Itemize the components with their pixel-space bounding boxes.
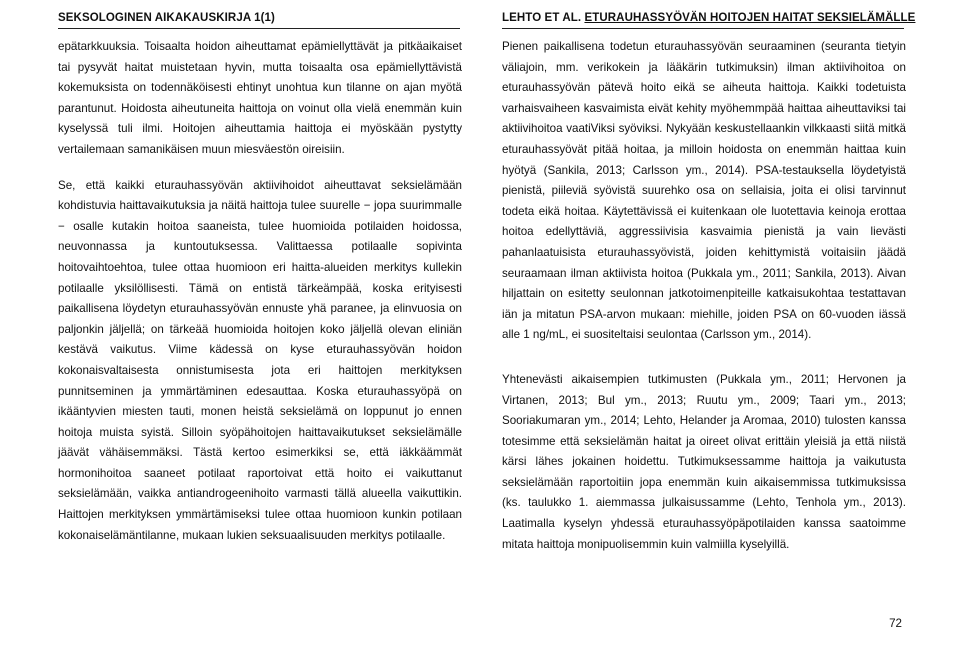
left-paragraph-2: Se, että kaikki eturauhassyövän aktiivihoidot aiheuttavat seksielämään kohdistuvia haittavaikutuksia ja näitä haittoja tulee suurelle − jopa suurimmalle − osalle kutakin hoitoa saaneista, tulee huomioida potilaiden hoidossa, neuvonnassa ja kuntoutuksessa. Valittaessa potilaalle sopivinta hoitovaihtoehtoa, tulee ottaa huomioon eri haitta-alueiden merkitys kullekin potilaalle yksilöllisesti. Tämä on entistä tärkeämpää, koska erityisesti paikallisena löydetyn eturauhassyövän ennuste yhä paranee, ja elinvuosia on paljonkin jäljellä; on tärkeää huomioida hoitojen koko jäljellä olevan eliniän kestävä vaikutus. Viime kädessä on kyse eturauhassyövän hoidon kokonaisvaltaisesta onnistumisesta jota eri haittojen merkityksen punnitseminen ja ymmärtäminen edesauttaa. Koska eturauhassyöpä on ikääntyvien miesten tauti, monen heistä seksielämä on loppunut jo ennen hoitoja muista syistä. Silloin syöpähoitojen haittavaikutukset seksielämälle jäävät vähäisemmäksi. Tästä kertoo esimerkiksi se, että iäkkäämmät hormonihoitoa saaneet potilaat raportoivat että hoito ei vaikuttanut seksielämään, vaikka antiandrogeenihoito varmasti tällä alueella vaikuttikin. Haittojen merkityksen ymmärtämiseksi tulee ottaa huomioon kunkin potilaan kokonaiselämäntilanne, mukaan lukien seksuaalisuuden merkitys potilaalle. <box>58 178 462 542</box>
right-paragraph-2: Yhtenevästi aikaisempien tutkimusten (Pukkala ym., 2011; Hervonen ja Virtanen, 2013; Bul ym., 2013; Ruutu ym., 2009; Taari ym., 2013; Sooriakumaran ym., 2014; Lehto, Helander ja Aromaa, 2010) tulosten kanssa totesimme että seksielämän haitat ja oireet olivat erittäin yleisiä ja että niistä kärsi lähes jokainen hoidettu. Tutkimuksessamme haittoja ja vaikutusta seksielämään raportoitiin jopa enemmän kuin aikaisemmissa tutkimuksissa (ks. taulukko 1. aiemmassa julkaisussamme (Lehto, Tenhola ym., 2013). Laatimalla kyselyn yhdessä eturauhassyöpäpotilaiden kanssa saatoimme mitata haittoja monipuolisemmin kuin valmiilla kyselyillä. <box>502 372 906 551</box>
article-header <box>502 12 915 24</box>
journal-header: SEKSOLOGINEN AIKAKAUSKIRJA 1(1) <box>58 12 275 24</box>
page-number: 72 <box>889 617 902 630</box>
left-column <box>58 37 462 546</box>
article-authors: LEHTO ET AL. <box>502 12 585 24</box>
article-running-title: ETURAUHASSYÖVÄN HOITOJEN HAITAT SEKSIELÄMÄLLE <box>584 12 916 24</box>
header-rule-left <box>58 28 460 29</box>
left-paragraph-1: epätarkkuuksia. Toisaalta hoidon aiheuttamat epämiellyttävät ja pitkäaikaiset tai pysyvät haitat muistetaan hyvin, mutta toisaalta osa epämiellyttävistä kokemuksista on todennäköisesti ehtinyt unohtua kun tilanne on ajan myötä parantunut. Hoidosta aiheutuneita haittoja on voinut olla vielä enemmän kuin kyselyssä tuli ilmi. Hoitojen aiheuttamia haittoja ei myöskään pystytty vertailemaan samanikäisen muun miesväestön oireisiin. <box>58 40 462 156</box>
right-paragraph-1: Pienen paikallisena todetun eturauhassyövän seuraaminen (seuranta tietyin väliajoin, mm. verikokein ja lääkärin tutkimuksin) ilman aktiivihoitoa on eturauhassyövän pätevä hoito eikä se aiheuta haittoja. Kaikki todetuista varhaisvaiheen kasvaimista eivät kehity myöhemmpää haittaa aiheuttaviksi tai aktiivihoitoa vaatiViksi syöviksi. Nykyään keskustellaankin vilkkaasti siitä mitkä eturauhassyövät pitää hoitaa, ja milloin hoidosta on enemmän haittaa kuin hyötyä (Sankila, 2013; Carlsson ym., 2014). PSA-testauksella löydetyistä pienistä, piileviä syövistä suurehko osa on sellaisia, joita ei olisi tarvinnut todeta eikä hoitaa. Käytettävissä ei kuitenkaan ole luotettavia keinoja erottaa hoitoa edellyttäviä, aggressiivisia kasvaimia pienistä ja vain lievästi pahanlaatuisista eturauhassyövistä, joiden kehittymistä voitaisiin jäädä seuraamaan ilman aktiivista hoitoa (Pukkala ym., 2011; Sankila, 2013). Aivan hiljattain on esitetty seulonnan jatkotoimenpiteille katkaisukohtaa testattavan iän ja mitatun PSA-arvon mukaan: miehille, joiden PSA on 60-vuoden iässä alle 1 ng/mL, ei suositeltaisi seulontaa (Carlsson ym., 2014). <box>502 40 906 342</box>
right-column <box>502 37 906 555</box>
header-rule-right <box>502 28 904 29</box>
